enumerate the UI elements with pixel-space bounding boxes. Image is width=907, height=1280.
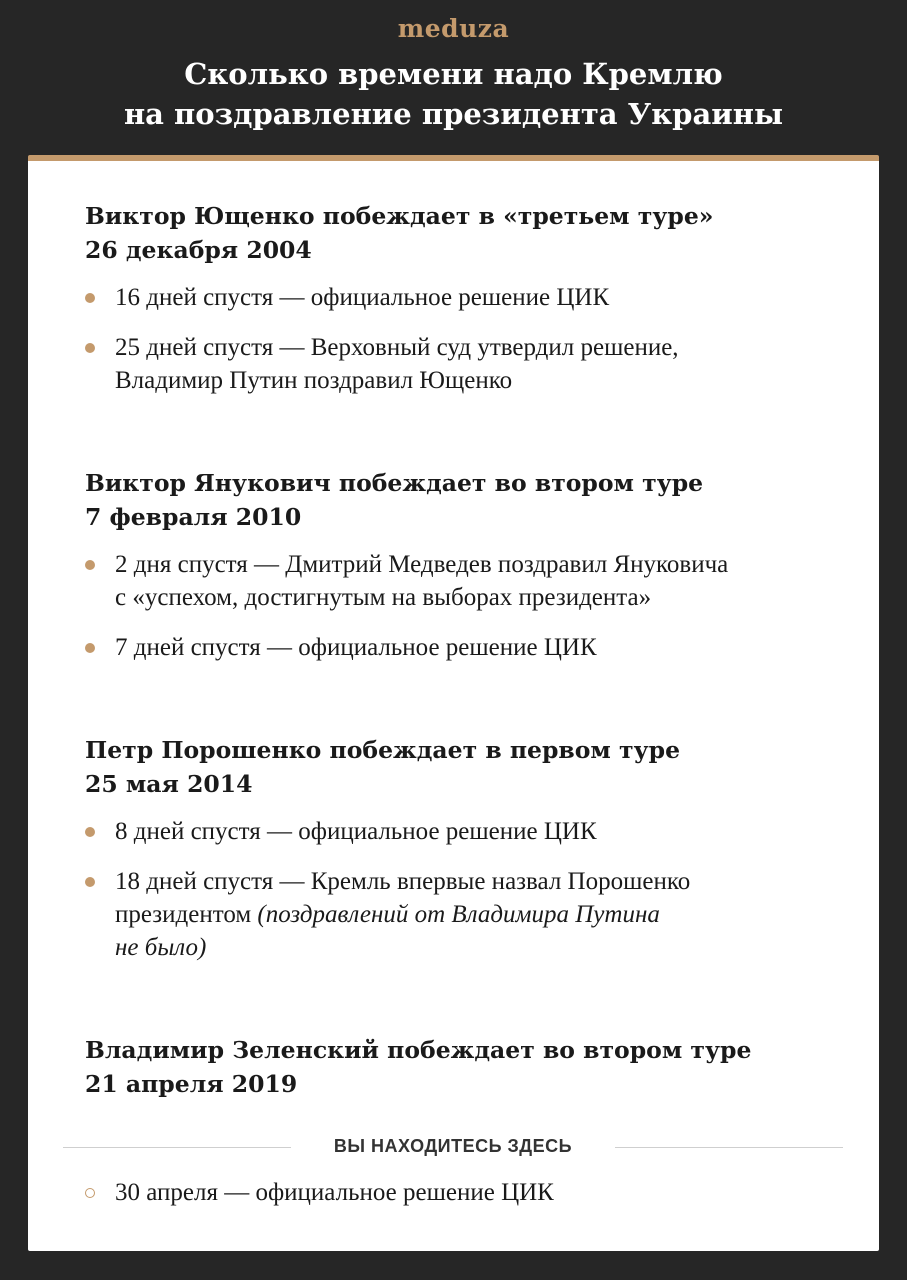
heading-title: Виктор Ющенко побеждает в «третьем туре» xyxy=(85,202,714,230)
bullet-icon xyxy=(85,877,95,887)
event-text: 8 дней спустя — официальное решение ЦИК xyxy=(115,818,597,845)
you-are-here-label: ВЫ НАХОДИТЕСЬ ЗДЕСЬ xyxy=(333,1136,573,1156)
bullet-icon xyxy=(85,643,95,653)
heading-date: 7 февраля 2010 xyxy=(85,503,302,531)
list-item xyxy=(85,548,865,614)
timeline-card xyxy=(28,155,879,1251)
meduza-logo: meduza xyxy=(397,14,510,43)
event-text-plain: президентом xyxy=(115,901,258,928)
list-item xyxy=(85,1176,865,1209)
heading-title: Виктор Янукович побеждает во втором туре xyxy=(85,469,704,497)
event-text: Владимир Путин поздравил Ющенко xyxy=(115,367,513,394)
list-item xyxy=(85,331,865,397)
event-text xyxy=(115,898,865,931)
section-future xyxy=(85,1176,865,1226)
bullet-icon xyxy=(85,293,95,303)
section-poroshenko xyxy=(85,733,865,981)
section-heading xyxy=(85,733,865,801)
section-heading xyxy=(85,199,865,267)
title-line-2: на поздравление президента Украины xyxy=(123,97,784,131)
list-item xyxy=(85,281,865,314)
section-yanukovych xyxy=(85,466,865,681)
page-title xyxy=(0,54,907,134)
list-item xyxy=(85,815,865,848)
event-text: 16 дней спустя — официальное решение ЦИК xyxy=(115,284,610,311)
section-zelensky xyxy=(85,1033,865,1101)
event-text: 7 дней спустя — официальное решение ЦИК xyxy=(115,634,597,661)
heading-date: 25 мая 2014 xyxy=(85,770,253,798)
bullet-icon xyxy=(85,560,95,570)
heading-date: 26 декабря 2004 xyxy=(85,236,312,264)
bullet-icon xyxy=(85,343,95,353)
event-text: 2 дня спустя — Дмитрий Медведев поздравил Януковича xyxy=(115,551,729,578)
event-text: с «успехом, достигнутым на выборах президента» xyxy=(115,584,652,611)
title-line-1: Сколько времени надо Кремлю xyxy=(184,57,723,91)
hollow-bullet-icon xyxy=(85,1188,95,1198)
event-note: (поздравлений от Владимира Путина xyxy=(257,901,660,928)
list-item xyxy=(85,865,865,964)
heading-date: 21 апреля 2019 xyxy=(85,1070,298,1098)
event-text: 25 дней спустя — Верховный суд утвердил решение, xyxy=(115,334,679,361)
event-text: 18 дней спустя — Кремль впервые назвал Порошенко xyxy=(115,868,691,895)
section-heading xyxy=(85,466,865,534)
event-note: не было) xyxy=(115,934,207,961)
list-item xyxy=(85,631,865,664)
heading-title: Петр Порошенко побеждает в первом туре xyxy=(85,736,681,764)
section-heading xyxy=(85,1033,865,1101)
divider-line-right xyxy=(615,1147,843,1148)
you-are-here-divider xyxy=(63,1133,843,1163)
section-yushchenko xyxy=(85,199,865,414)
bullet-icon xyxy=(85,827,95,837)
event-text: 30 апреля — официальное решение ЦИК xyxy=(115,1179,554,1206)
heading-title: Владимир Зеленский побеждает во втором туре xyxy=(85,1036,752,1064)
